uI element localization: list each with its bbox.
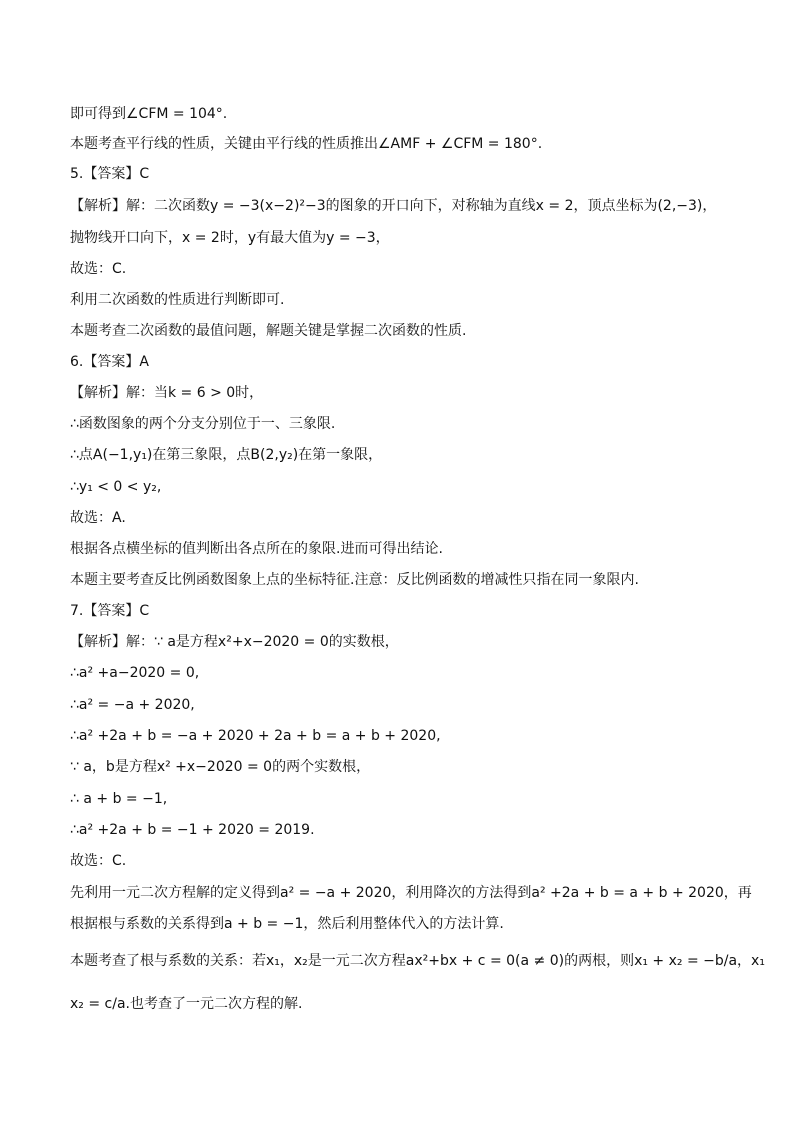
- text-line: 根据根与系数的关系得到a + b = −1，然后利用整体代入的方法计算.: [70, 916, 504, 932]
- text-line: 【解析】解：∵ a是方程x²+x−2020 = 0的实数根，: [70, 634, 399, 650]
- text-line: 故选：C.: [70, 261, 127, 277]
- text-line: x₂ = c/a.也考查了一元二次方程的解.: [70, 996, 303, 1012]
- text-line: 本题考查二次函数的最值问题，解题关键是掌握二次函数的性质.: [70, 323, 467, 339]
- answer-heading: 7.【答案】C: [70, 603, 150, 619]
- text-line: ∴函数图象的两个分支分别位于一、三象限.: [70, 416, 336, 432]
- text-line: ∴y₁ < 0 < y₂,: [70, 479, 162, 495]
- text-line: ∴ a + b = −1,: [70, 791, 168, 807]
- text-line: 先利用一元二次方程解的定义得到a² = −a + 2020，利用降次的方法得到a² +2a + b = a + b + 2020，再: [70, 885, 752, 901]
- text-line: 【解析】解：当k = 6 > 0时，: [70, 385, 264, 401]
- answer-heading: 6.【答案】A: [70, 354, 149, 370]
- text-line: ∴a² = −a + 2020,: [70, 697, 195, 713]
- text-line: ∵ a，b是方程x² +x−2020 = 0的两个实数根，: [70, 759, 371, 775]
- text-line: 抛物线开口向下，x = 2时，y有最大值为y = −3，: [70, 230, 390, 246]
- answer-heading: 5.【答案】C: [70, 166, 150, 182]
- text-line: 根据各点横坐标的值判断出各点所在的象限.进而可得出结论.: [70, 541, 443, 557]
- text-line: 本题考查了根与系数的关系：若x₁，x₂是一元二次方程ax²+bx + c = 0(a ≠ 0)的两根，则x₁ + x₂ = −b/a，x₁: [70, 953, 765, 969]
- text-line: 本题考查平行线的性质，关键由平行线的性质推出∠AMF + ∠CFM = 180°.: [70, 136, 543, 152]
- text-line: 【解析】解：二次函数y = −3(x−2)²−3的图象的开口向下，对称轴为直线x = 2，顶点坐标为(2,−3)，: [70, 198, 717, 214]
- text-line: 本题主要考查反比例函数图象上点的坐标特征.注意：反比例函数的增减性只指在同一象限内.: [70, 572, 639, 588]
- text-line: 利用二次函数的性质进行判断即可.: [70, 292, 285, 308]
- text-line: 即可得到∠CFM = 104°.: [70, 106, 228, 122]
- text-line: ∴a² +2a + b = −a + 2020 + 2a + b = a + b + 2020,: [70, 728, 441, 744]
- text-line: ∴a² +2a + b = −1 + 2020 = 2019.: [70, 822, 315, 838]
- text-line: 故选：C.: [70, 853, 127, 869]
- text-line: 故选：A.: [70, 510, 126, 526]
- text-line: ∴点A(−1,y₁)在第三象限，点B(2,y₂)在第一象限，: [70, 447, 383, 463]
- text-line: ∴a² +a−2020 = 0,: [70, 665, 200, 681]
